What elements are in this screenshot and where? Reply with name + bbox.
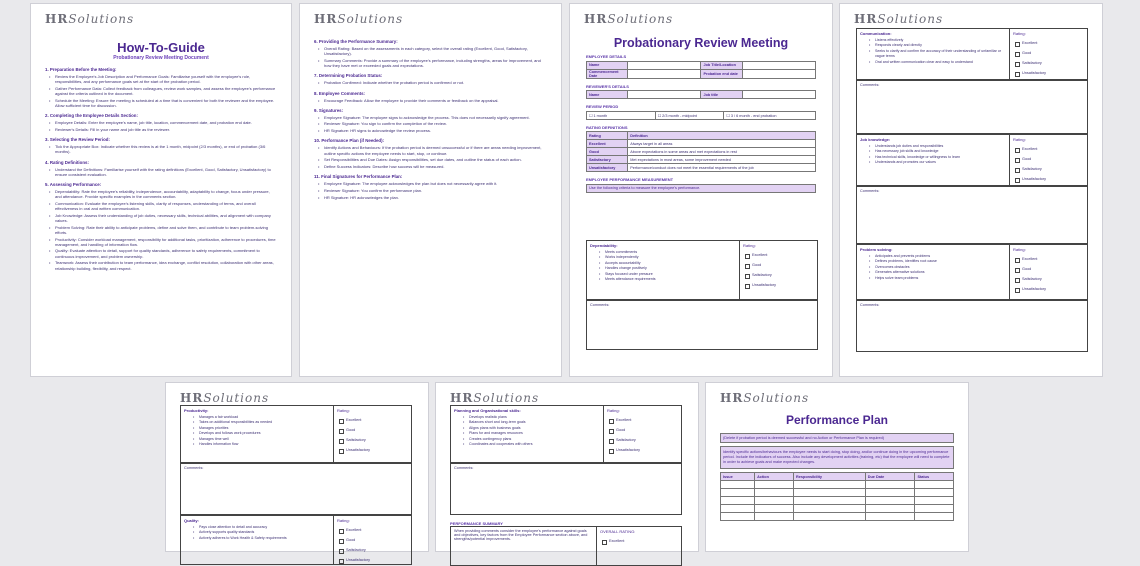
guide-body <box>31 67 291 271</box>
criteria-item: • Manages priorities <box>181 426 331 431</box>
plan-column-header: Due Date <box>865 473 915 481</box>
summary-text: When providing comments consider the employee's performance against goals and objectives, key factors from the Employee Performance section above, and strengths/potential improvements. <box>454 529 588 541</box>
review-period-label: REVIEW PERIOD <box>586 104 619 109</box>
guide-bullet: • Review the Employee's Job Description and Performance Goals: Familiarise yourself with the employee's role, responsibilities, and any performance goals set at the start of the probation period. <box>45 74 277 84</box>
def-rating: Satisfactory <box>587 156 628 164</box>
problem-solving-heading: Problem solving: <box>860 247 893 252</box>
guide-continued-page <box>299 3 562 377</box>
plan-cell[interactable] <box>915 497 954 505</box>
rating-option-checkbox[interactable]: Good <box>1010 154 1087 164</box>
period-label: 2/3 month - midpoint <box>662 113 697 118</box>
plan-cell[interactable] <box>915 505 954 513</box>
guide-section-heading: 5. Assessing Performance: <box>45 181 102 187</box>
guide-section-heading: 1. Preparation Before the Meeting: <box>45 67 117 72</box>
measurement-label: EMPLOYEE PERFORMANCE MEASUREMENT <box>586 177 674 182</box>
rating-definitions-table <box>586 131 816 172</box>
communication-heading: Communication: <box>860 31 892 36</box>
rating-option-checkbox[interactable]: Good <box>604 425 681 435</box>
rating-label: Rating: <box>1013 137 1026 142</box>
rating-option-checkbox[interactable]: Satisfactory <box>740 270 817 280</box>
rating-option-checkbox[interactable]: Good <box>740 260 817 270</box>
guide-section-heading: 10. Performance Plan (if Needed): <box>314 138 385 144</box>
problem-solving-section <box>856 244 1088 300</box>
hr-solutions-logo: HRSolutions <box>314 12 404 26</box>
rating-option-checkbox[interactable]: Good <box>334 425 411 435</box>
productivity-section <box>180 405 412 463</box>
plan-cell[interactable] <box>721 505 755 513</box>
criteria-item: • Anticipates and prevents problems <box>857 254 1007 259</box>
criteria-item: • Coordinates and cooperates with others <box>451 442 601 447</box>
name-field[interactable] <box>628 61 701 69</box>
plan-note-table <box>720 433 954 443</box>
rating-option-checkbox[interactable]: Unsatisfactory <box>1010 174 1087 184</box>
def-rating: Unsatisfactory <box>587 164 628 172</box>
probationary-review-page <box>569 3 833 377</box>
probation-end-field[interactable] <box>742 69 815 78</box>
rating-options <box>1010 38 1087 78</box>
plan-cell[interactable] <box>721 489 755 497</box>
rating-label: Rating: <box>337 518 350 523</box>
page-subtitle: Probationary Review Meeting Document <box>113 55 209 61</box>
rating-option-checkbox[interactable]: Good <box>334 535 411 545</box>
guide-bullet: • Overall Rating: Based on the assessments in each category, select the overall rating (Excellent, Good, Satisfactory, Unsatisfactory). <box>314 46 547 56</box>
how-to-guide-page <box>30 3 292 377</box>
criteria-item: • Defines problems, identifies root cause <box>857 259 1007 264</box>
plan-cell[interactable] <box>755 489 794 497</box>
guide-bullet: • Problem Solving: Rate their ability to anticipate problems, define and solve them, and contribute to team problem-solving efforts. <box>45 225 277 235</box>
plan-table <box>720 472 954 521</box>
planning-section <box>450 405 682 463</box>
guide-section-heading: 6. Providing the Performance Summary: <box>314 39 398 44</box>
problem-solving-list <box>857 254 1007 281</box>
productivity-list <box>181 415 331 447</box>
guide-section-heading: 2. Completing the Employee Details Section: <box>45 113 138 119</box>
rating-options <box>604 415 681 455</box>
criteria-item: • Listens effectively <box>857 38 1007 43</box>
plan-cell[interactable] <box>865 505 915 513</box>
employee-details-table <box>586 61 816 79</box>
rating-option-checkbox[interactable]: Satisfactory <box>334 435 411 445</box>
rating-option-checkbox[interactable]: Excellent <box>334 525 411 535</box>
criteria-item: • Has necessary job skills and knowledge <box>857 149 1007 154</box>
plan-column-header: Responsibility <box>794 473 866 481</box>
job-knowledge-heading: Job knowledge: <box>860 137 891 142</box>
plan-para-table <box>720 446 954 469</box>
guide-bullet: • Dependability: Rate the employee's reliability, independence, accountability, adaptability to change, focus under pressure, and attendance. Provide specific examples in the comments section. <box>45 189 277 199</box>
quality-list <box>181 525 331 541</box>
rating-option-checkbox[interactable]: Unsatisfactory <box>334 445 411 455</box>
reviewer-name-label: Name <box>587 91 628 99</box>
plan-cell[interactable] <box>721 513 755 521</box>
plan-cell[interactable] <box>755 497 794 505</box>
criteria-item: • Balances short and long-term goals <box>451 420 601 425</box>
measurement-note-table <box>586 184 816 193</box>
criteria-item: • Actively supports quality standards <box>181 530 331 535</box>
rating-column <box>1009 135 1087 185</box>
job-knowledge-section <box>856 134 1088 186</box>
criteria-item: • Helps solve team problems <box>857 276 1007 281</box>
rating-options <box>1010 144 1087 184</box>
criteria-item: • Has technical skills, knowledge or willingness to learn <box>857 155 1007 160</box>
comments-label: Comments: <box>860 303 880 307</box>
reviewer-details-label: REVIEWER'S DETAILS <box>586 83 629 89</box>
guide-bullet: • HR Signature: HR signs to acknowledge the review process. <box>314 128 547 133</box>
plan-cell[interactable] <box>794 505 866 513</box>
period-midpoint[interactable]: ☐ 2/3 month - midpoint <box>655 111 724 119</box>
hr-solutions-logo: HRSolutions <box>584 12 674 26</box>
page-title: How-To-Guide <box>117 40 205 55</box>
criteria-item: • Seeks to clarify and confirm the accuracy of their understanding of unfamiliar or vague terms <box>857 49 1007 60</box>
criteria-item: • Develops and follows work procedures <box>181 431 331 436</box>
rating-option-checkbox[interactable]: Good <box>1010 48 1087 58</box>
guide-bullet: • Schedule the Meeting: Ensure the meeting is scheduled at a time that is convenient for both the reviewer and the employee. Allow sufficient time for discussion. <box>45 98 277 108</box>
def-text: Above expectations in some areas and met expectations in rest <box>628 148 816 156</box>
rating-option-checkbox[interactable]: Excellent <box>1010 254 1087 264</box>
guide-bullet: • Job Knowledge: Assess their understanding of job duties, necessary skills, technical abilities, and alignment with company values. <box>45 213 277 223</box>
plan-cell[interactable] <box>915 489 954 497</box>
assessment-page-2 <box>165 382 429 562</box>
guide-bullet: • Reviewer Signature: You confirm the performance plan. <box>314 188 547 193</box>
name-label: Name <box>587 61 628 69</box>
reviewer-details-table <box>586 90 816 99</box>
period-label: 3 / 6 month - end probation <box>730 113 777 118</box>
communication-section <box>856 28 1088 80</box>
rating-option-checkbox[interactable]: Unsatisfactory <box>1010 68 1087 78</box>
guide-bullet: • Identify Actions and Behaviours: If the probation period is deemed unsuccessful or if there are areas needing improvement, outline specific actions the employee needs to start, stop, or continue. <box>314 145 547 155</box>
plan-title: Performance Plan <box>785 413 889 427</box>
guide-bullet: • Employee Signature: The employee signs to acknowledge the process. This does not necessarily signify agreement. <box>314 115 547 120</box>
guide-bullet: • Productivity: Consider workload management, responsibility for additional tasks, prioritization, adherence to procedures, time management, and handling of information flow. <box>45 237 277 247</box>
guide-section-heading: 8. Employee Comments: <box>314 90 365 96</box>
communication-comments[interactable] <box>856 80 1088 134</box>
rating-option-checkbox[interactable]: Satisfactory <box>1010 58 1087 68</box>
comments-label: Comments: <box>184 466 204 470</box>
guide-body <box>300 26 561 200</box>
plan-cell[interactable] <box>865 489 915 497</box>
performance-summary-label: PERFORMANCE SUMMARY <box>450 521 503 526</box>
def-rating: Good <box>587 148 628 156</box>
rating-definitions-label: RATING DEFINITIONS <box>586 124 628 130</box>
criteria-item: • Plans for and manages resources <box>451 431 601 436</box>
rating-options <box>1010 254 1087 294</box>
productivity-comments[interactable] <box>180 463 412 515</box>
guide-bullet: • Probation Confirmed: Indicate whether the probation period is confirmed or not. <box>314 80 547 85</box>
guide-bullet: • Tick the Appropriate Box: Indicate whether this review is at the 1 month, midpoint (2/3 months), or end of probation (3/6 months). <box>45 144 277 154</box>
rating-option-checkbox[interactable]: Satisfactory <box>334 545 411 555</box>
reviewer-name-field[interactable] <box>628 91 701 99</box>
commencement-label: Commencement Date <box>587 69 628 78</box>
rating-header: Rating <box>587 132 628 140</box>
criteria-item: • Accepts accountability <box>587 261 737 266</box>
hr-solutions-logo: HRSolutions <box>45 12 135 26</box>
criteria-item: • Understands and promotes our values <box>857 160 1007 165</box>
measurement-note: Use the following criteria to measure the employee's performance. <box>587 184 816 192</box>
rating-label: Rating: <box>1013 247 1026 252</box>
plan-cell[interactable] <box>794 489 866 497</box>
rating-option-checkbox[interactable]: Excellent <box>1010 144 1087 154</box>
criteria-item: • Understands job duties and responsibilities <box>857 144 1007 149</box>
guide-bullet: • Reviewer Signature: You sign to confirm the completion of the review. <box>314 121 547 126</box>
criteria-item: • Takes on additional responsibilities as needed <box>181 420 331 425</box>
plan-cell[interactable] <box>755 513 794 521</box>
rating-label: Rating: <box>743 243 756 248</box>
plan-column-header: Issue <box>721 473 755 481</box>
rating-option-checkbox[interactable]: Unsatisfactory <box>334 555 411 565</box>
rating-column <box>1009 29 1087 79</box>
reviewer-job-field[interactable] <box>742 91 815 99</box>
plan-column-header: Action <box>755 473 794 481</box>
assessment-page-1 <box>839 3 1103 377</box>
plan-cell[interactable] <box>865 481 915 489</box>
overall-rating-label: OVERALL RATING: <box>600 529 636 534</box>
planning-list <box>451 415 601 447</box>
planning-heading: Planning and Organisational skills: <box>454 408 521 413</box>
probation-end-label: Probation end date <box>701 69 742 78</box>
review-period-table <box>586 111 816 120</box>
communication-list <box>857 38 1007 65</box>
criteria-item: • Creates contingency plans <box>451 437 601 442</box>
criteria-item: • Meets commitments <box>587 250 737 255</box>
period-label: 1 month <box>593 113 608 118</box>
criteria-item: • Works independently <box>587 255 737 260</box>
criteria-item: • Oral and written communication clear and easy to understand <box>857 60 1007 65</box>
plan-cell[interactable] <box>721 481 755 489</box>
criteria-item: • Stays focused under pressure <box>587 272 737 277</box>
guide-bullet: • Set Responsibilities and Due Dates: Assign responsibilities, set due dates, and outline the status of each action. <box>314 157 547 162</box>
form-title: Probationary Review Meeting <box>613 36 789 50</box>
guide-section-heading: 11. Final Signatures for Performance Plan: <box>314 174 403 180</box>
rating-column <box>603 406 681 462</box>
overall-rating-column <box>596 527 681 565</box>
dependability-comments[interactable] <box>586 300 818 350</box>
guide-bullet: • Quality: Evaluate attention to detail, support for quality standards, adherence to safety requirements, commitment to continuous improvement, and problem ownership. <box>45 248 277 258</box>
job-location-field[interactable] <box>742 61 815 69</box>
guide-bullet: • Define Success Indicators: Describe how success will be measured. <box>314 164 547 169</box>
guide-section-heading: 3. Selecting the Review Period: <box>45 137 110 143</box>
rating-option-checkbox[interactable]: Excellent <box>604 415 681 425</box>
criteria-item: • Handles information flow <box>181 442 331 447</box>
def-text: Always target in all areas <box>628 140 816 148</box>
guide-bullet: • HR Signature: HR acknowledges the plan. <box>314 195 547 200</box>
plan-cell[interactable] <box>794 481 866 489</box>
plan-cell[interactable] <box>755 481 794 489</box>
criteria-item: • Actively adheres to Work Health & Safety requirements <box>181 536 331 541</box>
commencement-field[interactable] <box>628 69 701 78</box>
def-text: Performance/conduct does not meet the essential requirements of the job <box>628 164 816 172</box>
plan-cell[interactable] <box>915 513 954 521</box>
definition-header: Definition <box>628 132 816 140</box>
planning-comments[interactable] <box>450 463 682 515</box>
plan-paragraph: Identify specific actions/behaviours the employee needs to start doing, stop doing, and/or continue doing in the upcoming performance period. Include the indicators of success. Also include any development activities (training, etc) that the employee will need to complete in order to achieve goals and make expected changes. <box>721 447 954 469</box>
reviewer-job-label: Job title <box>701 91 742 99</box>
rating-column <box>739 241 817 299</box>
criteria-item: • Develops realistic plans <box>451 415 601 420</box>
guide-bullet: • Employee Signature: The employee acknowledges the plan but does not necessarily agree with it. <box>314 181 547 186</box>
comments-label: Comments: <box>860 83 880 87</box>
hr-solutions-logo: HRSolutions <box>180 391 270 405</box>
criteria-item: • Aligns plans with business goals <box>451 426 601 431</box>
def-text: Met expectations in most areas, some improvement needed <box>628 156 816 164</box>
assessment-page-3 <box>435 382 699 552</box>
guide-bullet: • Understand the Definitions: Familiarise yourself with the rating definitions (Excellent, Good, Satisfactory, Unsatisfactory) to ensure consistent evaluation. <box>45 167 277 177</box>
guide-bullet: • Gather Performance Data: Collect feedback from colleagues, review work samples, and assess the employee's performance against the criteria outlined in the document. <box>45 86 277 96</box>
rating-option-checkbox[interactable]: Satisfactory <box>1010 274 1087 284</box>
rating-option-checkbox[interactable]: Excellent <box>740 250 817 260</box>
performance-plan-page <box>705 382 969 552</box>
rating-label: Rating: <box>337 408 350 413</box>
criteria-item: • Pays close attention to detail and accuracy <box>181 525 331 530</box>
plan-column-header: Status <box>915 473 954 481</box>
plan-cell[interactable] <box>721 497 755 505</box>
rating-label: Rating: <box>1013 31 1026 36</box>
guide-section-heading: 4. Rating Definitions: <box>45 159 89 165</box>
job-location-label: Job Title/Location <box>701 61 742 69</box>
rating-option-checkbox[interactable]: Excellent <box>334 415 411 425</box>
performance-summary-box[interactable] <box>450 526 682 566</box>
plan-cell[interactable] <box>865 513 915 521</box>
job-knowledge-comments[interactable] <box>856 186 1088 244</box>
employee-details-label: EMPLOYEE DETAILS <box>586 54 627 59</box>
comments-label: Comments: <box>590 303 610 307</box>
hr-solutions-logo: HRSolutions <box>854 12 944 26</box>
dependability-heading: Dependability: <box>590 243 618 248</box>
hr-solutions-logo: HRSolutions <box>450 391 540 405</box>
criteria-item: • Responds clearly and directly <box>857 43 1007 48</box>
guide-bullet: • Reviewer's Details: Fill in your name and job title as the reviewer. <box>45 127 277 132</box>
criteria-item: • Manages a fair workload <box>181 415 331 420</box>
rating-option-checkbox[interactable]: Unsatisfactory <box>604 445 681 455</box>
dependability-list <box>587 250 737 282</box>
rating-option-checkbox[interactable]: Satisfactory <box>604 435 681 445</box>
dependability-section <box>586 240 818 300</box>
criteria-item: • Manages time well <box>181 437 331 442</box>
guide-bullet: • Teamwork: Assess their contribution to team performance, idea exchange, conflict resolution, collaboration with other areas, relationship building, flexibility, and respect. <box>45 260 277 270</box>
rating-column <box>1009 245 1087 299</box>
rating-option-checkbox[interactable]: Excellent <box>1010 38 1087 48</box>
overall-rating-excellent[interactable]: Excellent <box>597 536 681 546</box>
rating-options <box>740 250 817 290</box>
plan-cell[interactable] <box>794 497 866 505</box>
rating-options <box>334 525 411 565</box>
quality-heading: Quality: <box>184 518 199 523</box>
productivity-heading: Productivity: <box>184 408 209 413</box>
plan-cell[interactable] <box>755 505 794 513</box>
plan-note: (Delete if probation period is deemed successful and no Action or Performance Plan is required) <box>721 434 954 443</box>
quality-section <box>180 515 412 565</box>
rating-column <box>333 516 411 564</box>
rating-option-checkbox[interactable]: Unsatisfactory <box>1010 284 1087 294</box>
def-rating: Excellent <box>587 140 628 148</box>
period-end[interactable]: ☐ 3 / 6 month - end probation <box>724 111 816 119</box>
job-knowledge-list <box>857 144 1007 166</box>
comments-label: Comments: <box>454 466 474 470</box>
guide-bullet: • Encourage Feedback: Allow the employee to provide their comments or feedback on the appraisal. <box>314 98 547 103</box>
criteria-item: • Meets attendance requirements <box>587 277 737 282</box>
guide-bullet: • Communication: Evaluate the employee's listening skills, clarity of responses, understanding of terms, and overall effectiveness in oral and written communication. <box>45 201 277 211</box>
plan-cell[interactable] <box>865 497 915 505</box>
hr-solutions-logo: HRSolutions <box>720 391 810 405</box>
rating-option-checkbox[interactable]: Good <box>1010 264 1087 274</box>
plan-cell[interactable] <box>915 481 954 489</box>
criteria-item: • Handles change positively <box>587 266 737 271</box>
criteria-item: • Generates alternative solutions <box>857 270 1007 275</box>
rating-option-checkbox[interactable]: Satisfactory <box>1010 164 1087 174</box>
rating-label: Rating: <box>607 408 620 413</box>
rating-options <box>334 415 411 455</box>
rating-option-checkbox[interactable]: Unsatisfactory <box>740 280 817 290</box>
guide-bullet: • Employee Details: Enter the employee's name, job title, location, commencement date, and probation end date. <box>45 120 277 125</box>
plan-cell[interactable] <box>794 513 866 521</box>
guide-bullet: • Summary Comments: Provide a summary of the employee's performance, including strengths, areas for improvement, and how they have met or exceeded goals and expectations. <box>314 58 547 68</box>
criteria-item: • Overcomes obstacles <box>857 265 1007 270</box>
guide-section-heading: 7. Determining Probation Status: <box>314 73 383 79</box>
period-1-month[interactable]: ☐ 1 month <box>587 111 656 119</box>
rating-column <box>333 406 411 462</box>
comments-label: Comments: <box>860 189 880 193</box>
guide-section-heading: 9. Signatures: <box>314 107 344 113</box>
problem-solving-comments[interactable] <box>856 300 1088 352</box>
